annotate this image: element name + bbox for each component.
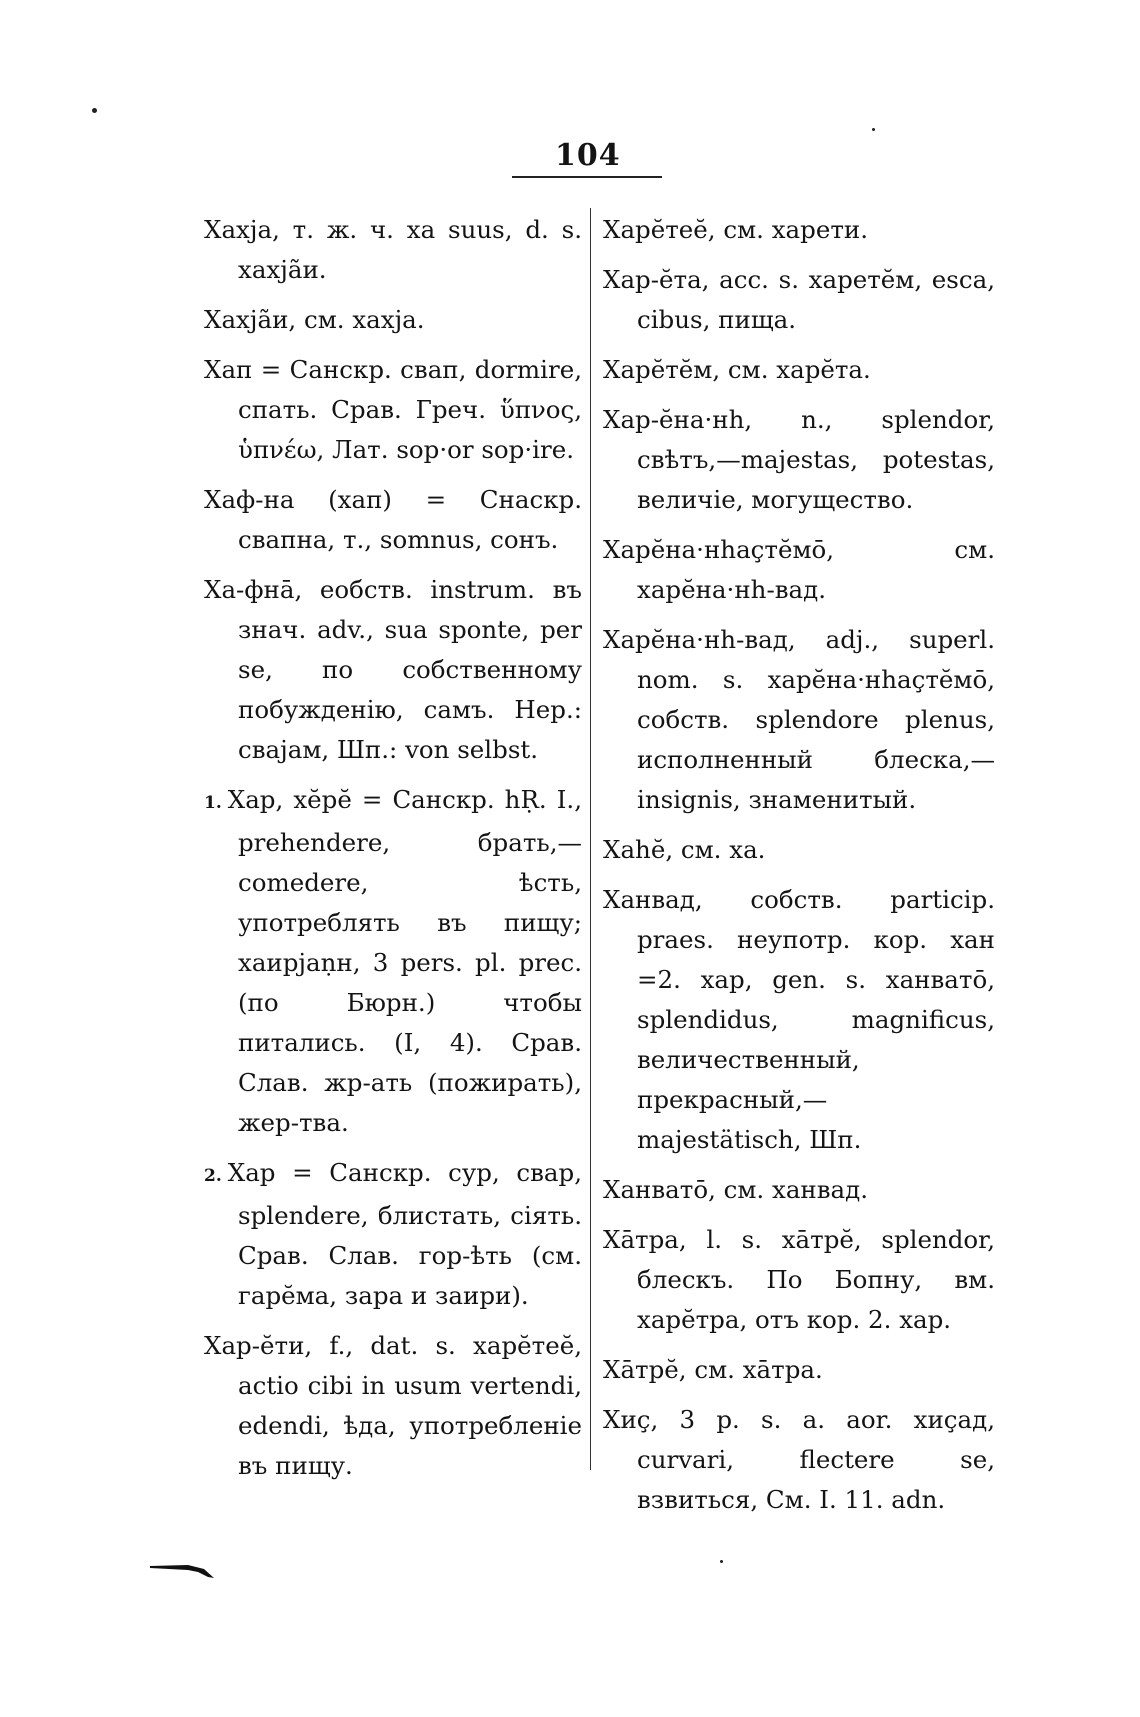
entry-text: Ханватō, см. ханвад.: [603, 1175, 869, 1204]
ink-speck: [872, 128, 875, 131]
header-rule: [512, 176, 662, 178]
dictionary-entry: [204, 570, 582, 770]
entry-number: 2.: [204, 1166, 222, 1186]
dictionary-entry: [603, 1170, 995, 1210]
dictionary-entry: [603, 1400, 995, 1520]
dictionary-entry: [204, 780, 582, 1143]
entry-text: Харĕтĕм, см. харĕта.: [603, 355, 871, 384]
dictionary-entry: [603, 1220, 995, 1340]
entry-text: Хиç, 3 p. s. a. aor. хиçад, curvari, flectere se, взвиться, См. I. 11. adn.: [603, 1405, 995, 1514]
entry-text: Хахја, т. ж. ч. ха suus, d. s. хахјãи.: [204, 215, 582, 284]
ink-speck: [92, 108, 97, 113]
entry-text: Хар, хĕрĕ = Санскр. hṚ. I., prehendere, брать,—comedere, ѣсть, употреблять въ пищу; хаирјаṇн, 3 pers. pl. prec. (по Бюрн.) чтобы питались. (I, 4). Срав. Слав. жр-ать (пожирать), жер-тва.: [227, 785, 582, 1137]
dictionary-entry: [204, 1153, 582, 1316]
right-column: [603, 210, 995, 1530]
entry-text: Харĕна·нh-вад, adj., superl. nom. s. харĕна·нhаçтĕмō, собств. splendore plenus, исполненный блеска,— insignis, знаменитый.: [603, 625, 995, 814]
entry-text: Хāтрĕ, см. хāтра.: [603, 1355, 823, 1384]
entry-text: Хар-ĕна·нh, n., splendor, свѣтъ,—majestas, potestas, величіе, могущество.: [603, 405, 995, 514]
dictionary-entry: [204, 210, 582, 290]
dictionary-entry: [603, 210, 995, 250]
entry-text: Хар = Санскр. сур, свар, splendere, блистать, сіять. Срав. Слав. гор-ѣть (см. гарĕма, зара и заири).: [227, 1158, 582, 1310]
ink-stroke-mark: [148, 1560, 228, 1582]
dictionary-entry: [603, 830, 995, 870]
dictionary-entry: [603, 400, 995, 520]
entry-text: Ха-фнā, еобств. instrum. въ знач. adv., sua sponte, per se, по собственному побужденію, самъ. Нер.: свајам, Шп.: von selbst.: [204, 575, 582, 764]
dictionary-entry: [204, 300, 582, 340]
dictionary-entry: [204, 1326, 582, 1486]
entry-number: 1.: [204, 793, 222, 813]
entry-text: Хаhĕ, см. ха.: [603, 835, 766, 864]
entry-text: Ханвад, собств. particip. praes. неупотр. кор. хан =2. хар, gen. s. ханватō, splendidus, magnificus, величественный, прекрасный,— majestätisch, Шп.: [603, 885, 995, 1154]
dictionary-entry: [603, 1350, 995, 1390]
dictionary-entry: [603, 260, 995, 340]
entry-text: Хахјãи, см. хахја.: [204, 305, 425, 334]
dictionary-entry: [603, 350, 995, 390]
entry-text: Харĕна·нhаçтĕмō, см. харĕна·нh-вад.: [603, 535, 995, 604]
dictionary-entry: [204, 350, 582, 470]
entry-text: Хāтра, l. s. хāтрĕ, splendor, блескъ. По Бопну, вм. харĕтра, отъ кор. 2. хар.: [603, 1225, 995, 1334]
entry-text: Харĕтеĕ, см. харети.: [603, 215, 868, 244]
entry-text: Хар-ĕта, acc. s. харетĕм, esca, cibus, пища.: [603, 265, 995, 334]
column-divider: [590, 208, 591, 1470]
dictionary-entry: [204, 480, 582, 560]
left-column: [204, 210, 582, 1496]
ink-speck: [720, 1560, 723, 1563]
dictionary-entry: [603, 880, 995, 1160]
entry-text: Хаф-на (хап) = Снаскр. свапна, т., somnus, сонъ.: [204, 485, 582, 554]
dictionary-entry: [603, 620, 995, 820]
dictionary-entry: [603, 530, 995, 610]
entry-text: Хар-ĕти, f., dat. s. харĕтеĕ, actio cibi in usum vertendi, edendi, ѣда, употребленіе въ пищу.: [204, 1331, 582, 1480]
entry-text: Хап = Санскр. свап, dormire, спать. Срав. Греч. ὕπνος, ὑπνέω, Лат. sop·or sop·ire.: [204, 355, 582, 464]
page-number: 104: [555, 138, 621, 173]
